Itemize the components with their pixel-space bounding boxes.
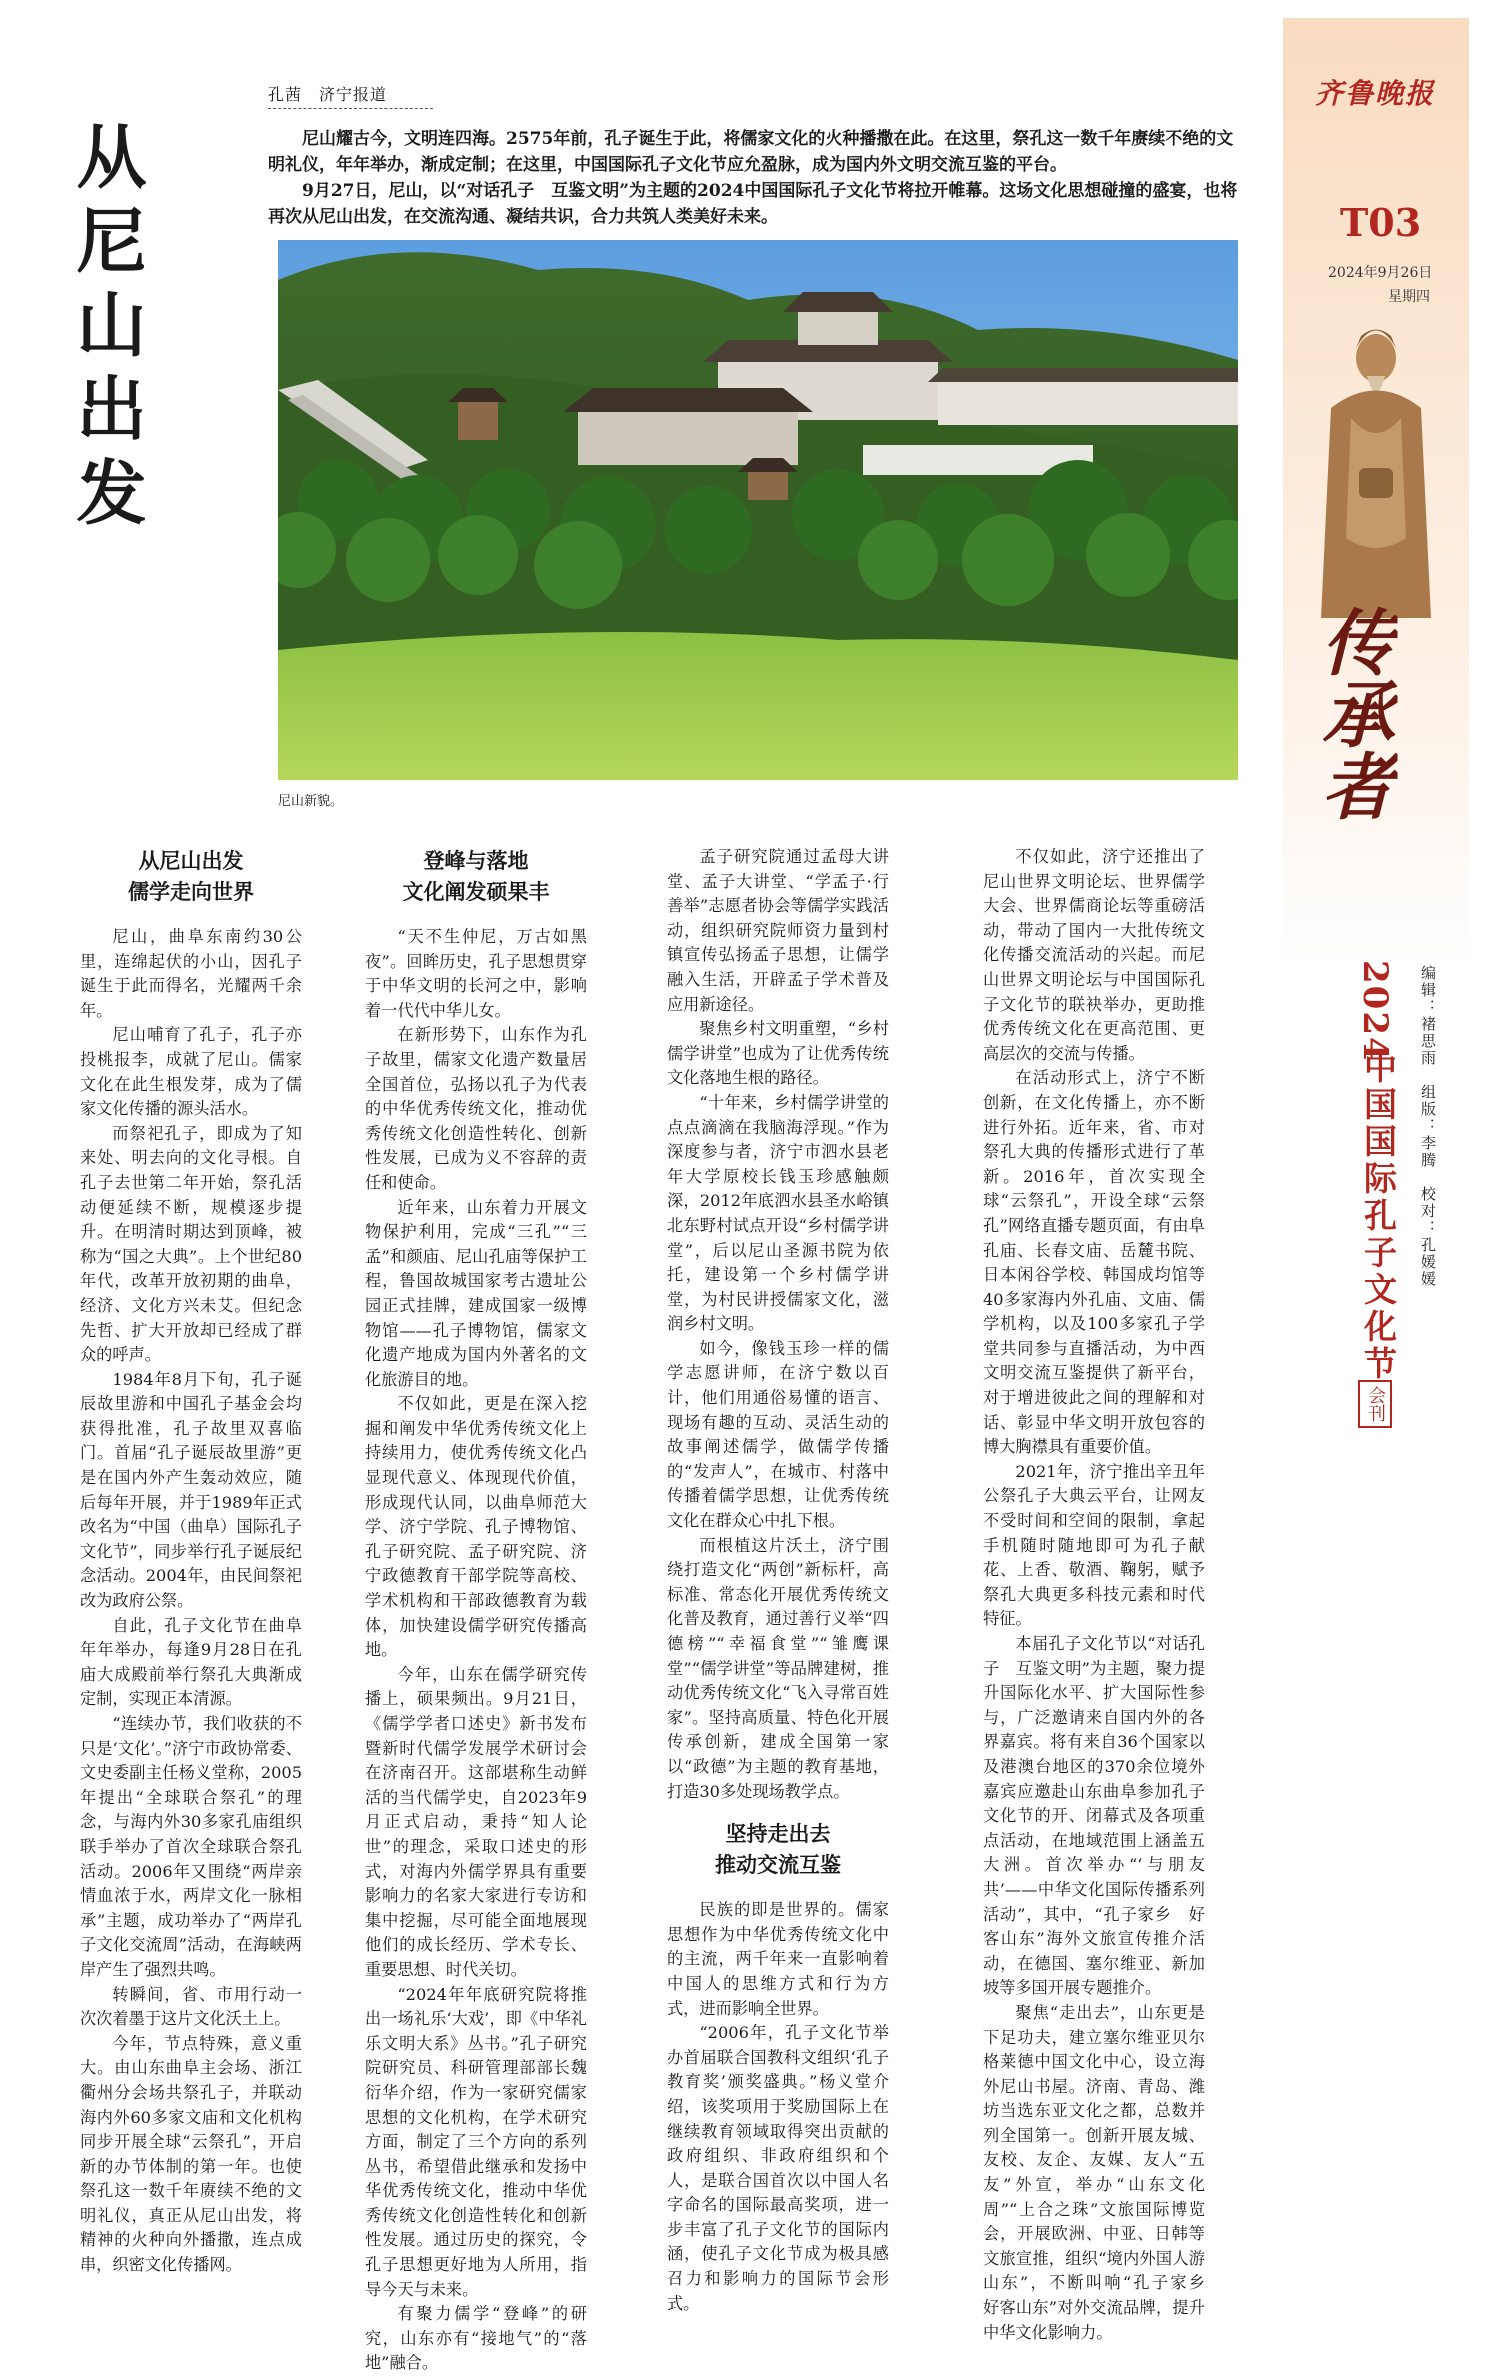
article-paragraph: 孟子研究院通过孟母大讲堂、孟子大讲堂、“学孟子·行善举”志愿者协会等儒学实践活动，组织研究院师资力量到村镇宣传弘扬孟子思想，让儒学融入生活，开辟孟子学术普及应用新途径。 [667,847,889,1014]
byline-divider [268,108,433,109]
section-title [365,845,587,907]
headline: 从尼山出发 [65,120,148,540]
article-paragraph: 而根植这片沃土，济宁围绕打造文化“两创”新标杆，高标准、常态化开展优秀传统文化普及教育，通过善行义举“四德榜”“幸福食堂”“雏鹰课堂”“儒学讲堂”等品牌建树，推动优秀传统文化“飞入寻常百姓家”。坚持高质量、特色化开展传承创新，建成全国第一家以“政德”为主题的教育基地，打造30多处现场教学点。 [667,1535,889,1801]
section-title-line: 从尼山出发 [138,848,244,873]
article-paragraph: 本届孔子文化节以“对话孔子 互鉴文明”为主题，聚力提升国际化水平、扩大国际性参与，广泛邀请来自国内外的各界嘉宾。将有来自36个国家以及港澳台地区的370余位境外嘉宾应邀赴山东曲阜参加孔子文化节的开、闭幕式及各项重点活动，在地域范围上涵盖五大洲。首次举办“‘与朋友共’——中华文化国际传播系列活动”，其中，“孔子家乡 好客山东”海外文旅宣传推介活动，在德国、塞尔维亚、新加坡等多国开展专题推介。 [983,1634,1205,1998]
article-paragraph: 今年，山东在儒学研究传播上，硕果频出。9月21日，《儒学学者口述史》新书发布暨新时代儒学发展学术研讨会在济南召开。这部堪称生动鲜活的当代儒学史，自2023年9月正式启动，秉持“知人论世”的理念，采取口述史的形式，对海内外儒学界具有重要影响力的名家大家进行专访和集中挖掘，尽可能全面地展现他们的成长经历、学术专长、重要思想、时代关切。 [365,1664,587,1979]
nishan-landscape-illustration [278,240,1238,780]
section-title [80,845,302,907]
article-paragraph: “2024年年底研究院将推出一场礼乐‘大戏’，即《中华礼乐文明大系》丛书。”孔子研究院研究员、科研管理部部长魏衍华介绍，作为一家研究儒家思想的文化机构，在学术研究方面，制定了三个方向的系列丛书，希望借此继承和发扬中华优秀传统文化，推动中华优秀传统文化创造性转化和创新性发展。通过历史的探究，令孔子思想更好地为人所用，指导今天与未来。 [365,1984,587,2299]
article-column-1 [80,845,302,2278]
section-title-line: 登峰与落地 [423,848,529,873]
festival-year: 2024 [1355,960,1395,1063]
article-paragraph: 不仅如此，更是在深入挖掘和阐发中华优秀传统文化上持续用力，使优秀传统文化凸显现代意义、体现现代价值，形成现代认同，以曲阜师范大学、济宁学院、孔子博物馆、孔子研究院、孟子研究院、济宁政德教育干部学院等高校、学术机构和干部政德教育为载体，加快建设儒学研究传播高地。 [365,1394,587,1660]
article-paragraph: “2006年，孔子文化节举办首届联合国教科文组织‘孔子教育奖’颁奖盛典。”杨义堂介绍，该奖项用于奖励国际上在继续教育领域取得突出贡献的政府组织、非政府组织和个人，是联合国首次以中国人名字命名的国际最高奖项，进一步丰富了孔子文化节的国际内涵，使孔子文化节成为极具感召力和影响力的国际节会形式。 [667,2023,889,2313]
article-paragraph: 今年，节点特殊，意义重大。由山东曲阜主会场、浙江衢州分会场共祭孔子，并联动海内外60多家文庙和文化机构同步开展全球“云祭孔”，开启新的办节体制的第一年。也使祭孔这一数千年赓续不绝的文明礼仪，真正从尼山出发，将精神的火种向外播撒，连点成串，织密文化传播网。 [80,2033,302,2275]
festival-tag: 会刊 [1358,1380,1392,1428]
publication-date: 2024年9月26日 [1328,265,1433,281]
article-paragraph: 2021年，济宁推出辛丑年公祭孔子大典云平台，让网友不受时间和空间的限制，拿起手机随时随地即可为孔子献花、上香、敬酒、鞠躬，赋予祭孔大典更多科技元素和时代特征。 [983,1461,1205,1629]
intro-lead [268,126,1248,230]
byline: 孔茜 济宁报道 [268,85,388,104]
section-title-line: 文化阐发硕果丰 [402,879,550,904]
page-number: T03 [1340,200,1422,245]
article-paragraph: 自此，孔子文化节在曲阜年年举办，每逢9月28日在孔庙大成殿前举行祭孔大典渐成定制，实现正本清源。 [80,1615,302,1709]
article-paragraph: 聚焦“走出去”，山东更是下足功夫，建立塞尔维亚贝尔格莱德中国文化中心，设立海外尼山书屋。济南、青岛、潍坊当选东亚文化之都，总数并列全国第一。创新开展友城、友校、友企、友媒、友人“五友”外宣，举办“山东文化周”“上合之珠”文旅国际博览会，开展欧洲、中亚、日韩等文旅宣推，组织“境内外国人游山东”，不断叫响“孔子家乡 好客山东”对外交流品牌，提升中华文化影响力。 [983,2002,1222,2342]
article-paragraph: 如今，像钱玉珍一样的儒学志愿讲师，在济宁数以百计，他们用通俗易懂的语言、现场有趣的互动、灵活生动的故事阐述儒学，做儒学传播的“发声人”，在城市、村落中传播着儒学思想，让优秀传统文化在群众心中扎下根。 [667,1338,889,1531]
article-paragraph: 尼山哺育了孔子，孔子亦投桃报李，成就了尼山。儒家文化在此生根发芽，成为了儒家文化传播的源头活水。 [80,1025,302,1119]
confucius-statue-icon [1311,318,1441,618]
article-paragraph: 有聚力儒学“登峰”的研究，山东亦有“接地气”的“落地”融合。 [365,2304,587,2373]
article-paragraph: 尼山，曲阜东南约30公里，连绵起伏的小山，因孔子诞生于此而得名，光耀两千余年。 [80,927,302,1020]
article-paragraph: 近年来，山东着力开展文物保护利用，完成“三孔”“三孟”和颜庙、尼山孔庙等保护工程，鲁国故城国家考古遗址公园正式挂牌，建成国家一级博物馆——孔子博物馆，儒家文化遗产地成为国内外著名的文化旅游目的地。 [365,1197,587,1389]
article-paragraph: 不仅如此，济宁还推出了尼山世界文明论坛、世界儒学大会、世界儒商论坛等重磅活动，带动了国内一大批传统文化传播交流活动的兴起。而尼山世界文明论坛与中国国际孔子文化节的联袂举办，更助推优秀传统文化在更高范围、更高层次的交流与传播。 [983,847,1205,1063]
section-title-line: 推动交流互鉴 [715,1852,841,1878]
article-paragraph: 聚焦乡村文明重塑，“乡村儒学讲堂”也成为了让优秀传统文化落地生根的路径。 [667,1019,889,1088]
photo-caption: 尼山新貌。 [278,794,344,809]
intro-paragraph: 尼山耀古今，文明连四海。2575年前，孔子诞生于此，将儒家文化的火种播撒在此。在这里，祭孔这一数千年赓续不绝的文明礼仪，年年举办，渐成定制；在这里，中国国际孔子文化节应允盈脉，成为国内外文明交流互鉴的平台。 [268,129,1234,175]
article-paragraph: 在活动形式上，济宁不断创新，在文化传播上，亦不断进行外拓。近年来，省、市对祭孔大典的传播形式进行了革新。2016年，首次实现全球“云祭孔”，开设全球“云祭孔”网络直播专题页面，有由阜孔庙、长春文庙、岳麓书院、日本闲谷学校、韩国成均馆等40多家海内外孔庙、文庙、儒学机构，以及100多家孔子学堂共同参与直播活动，为中西文明交流互鉴提供了新平台，对于增进彼此之间的理解和对话、彰显中华文明开放包容的博大胸襟具有重要价值。 [983,1068,1205,1457]
article-column-3 [667,845,889,2316]
section-title-line: 儒学走向世界 [128,879,254,904]
article-paragraph: 在新形势下，山东作为孔子故里，儒家文化遗产数量居全国首位，弘扬以孔子为代表的中华优秀传统文化，推动优秀传统文化创造性转化、创新性发展，已成为义不容辞的责任和使命。 [365,1025,587,1192]
article-paragraph: 而祭祀孔子，即成为了知来处、明去向的文化寻根。自孔子去世第二年开始，祭孔活动便延续不断，规模逐步提升。在明清时期达到顶峰，被称为“国之大典”。上个世纪80年代，改革开放初期的曲阜，经济、文化方兴未艾。但纪念先哲、扩大开放却已经成了群众的呼声。 [80,1123,302,1365]
article-column-2 [365,845,587,2376]
festival-name: 中国国际孔子文化节 [1359,1050,1398,1383]
article-paragraph: “天不生仲尼，万古如黑夜”。回眸历史，孔子思想贯穿于中华文明的长河之中，影响着一代代中华儿女。 [365,927,587,1020]
article-paragraph: 民族的即是世界的。儒家思想作为中华优秀传统文化中的主流，两千年来一直影响着中国人的思维方式和行为方式，进而影响全世界。 [667,1900,889,2018]
newspaper-name: 齐鲁晚报 [1314,77,1435,110]
article-column-4 [983,845,1222,2345]
section-title-line: 坚持走出去 [725,1821,831,1847]
side-banner [1283,18,1469,968]
publication-weekday: 星期四 [1388,289,1430,305]
article-paragraph: 1984年8月下旬，孔子诞辰故里游和中国孔子基金会均获得批准，孔子故里双喜临门。首届“孔子诞辰故里游”更是在国内外产生轰动效应，随后每年开展，并于1989年正式改名为“中国（曲阜）国际孔子文化节”，同步举行孔子诞辰纪念活动。2004年，由民间祭祀改为政府公祭。 [80,1369,302,1611]
column-name: 传承者 [1310,605,1395,821]
intro-paragraph: 9月27日，尼山，以“对话孔子 互鉴文明”为主题的2024中国国际孔子文化节将拉开帷幕。这场文化思想碰撞的盛宴，也将再次从尼山出发，在交流沟通、凝结共识，合力共筑人类美好未来。 [268,181,1238,227]
article-paragraph: “十年来，乡村儒学讲堂的点点滴滴在我脑海浮现。”作为深度参与者，济宁市泗水县老年大学原校长钱玉珍感触颇深，2012年底泗水县圣水峪镇北东野村试点开设“乡村儒学讲堂”，后以尼山圣源书院为依托，建设第一个乡村儒学讲堂，为村民讲授儒家文化，滋润乡村文明。 [667,1092,889,1334]
article-paragraph: 转瞬间，省、市用行动一次次着墨于这片文化沃土上。 [80,1984,302,2029]
section-title [667,1818,889,1880]
nishan-photo [278,240,1238,780]
article-paragraph: “连续办节，我们收获的不只是‘文化’。”济宁市政协常委、文史委副主任杨义堂称，2005年提出“全球联合祭孔”的理念，与海内外30多家孔庙组织联手举办了首次全球联合祭孔活动。2006年又围绕“两岸亲情血浓于水，两岸文化一脉相承”主题，成功举办了“两岸孔子文化交流周”活动，在海峡两岸产生了强烈共鸣。 [80,1714,302,1979]
editor-credits: 编辑：褚思雨 组版：李腾 校对：孔媛媛 [1419,965,1437,1288]
